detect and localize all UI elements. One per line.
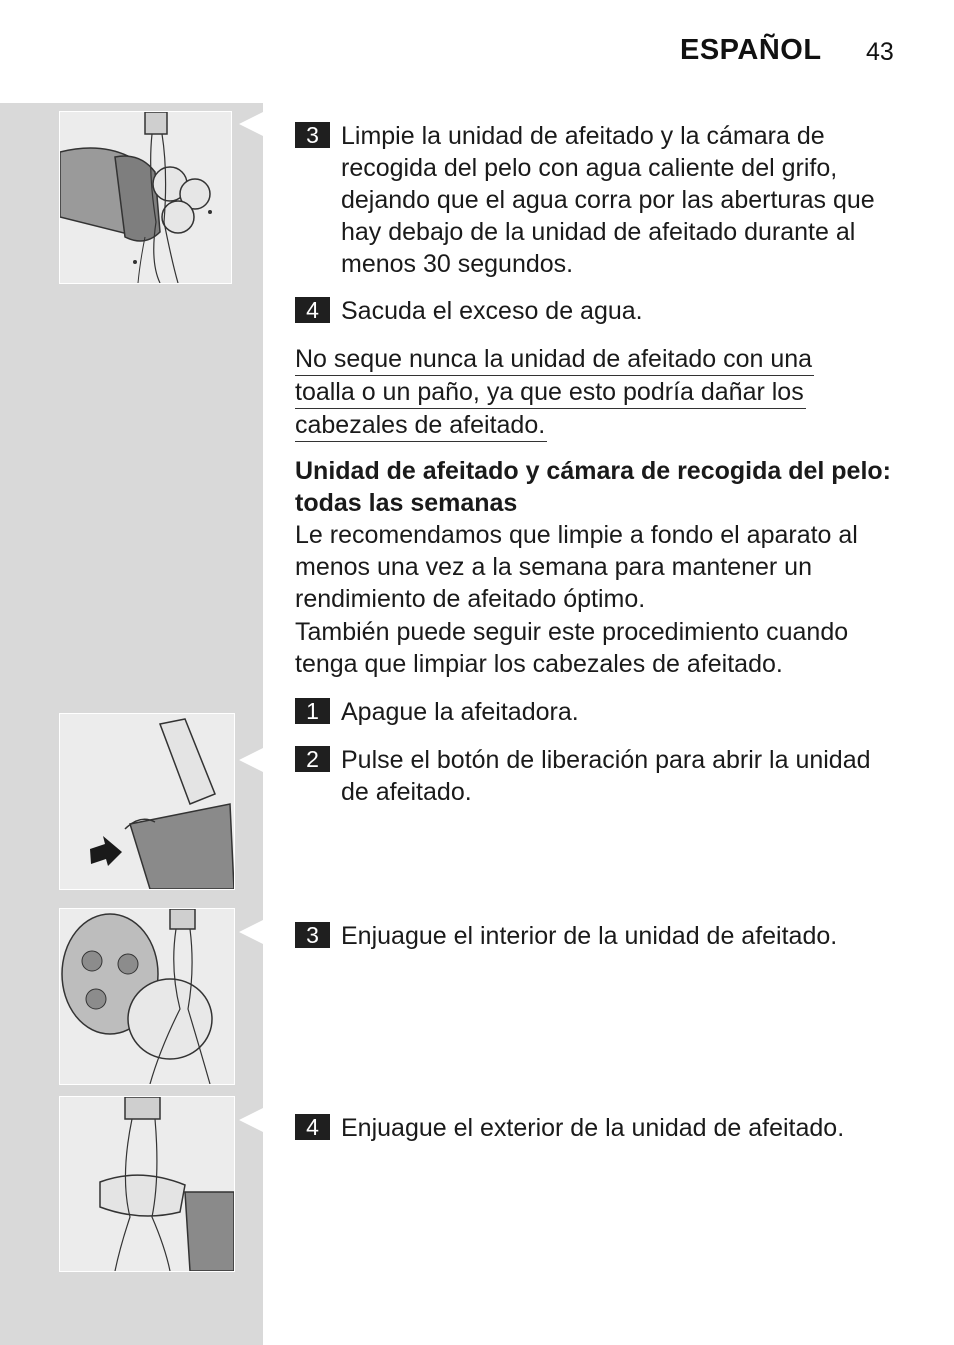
step-text: Enjuague el interior de la unidad de afeitado. [341, 922, 838, 950]
step-number-badge: 4 [295, 1114, 330, 1140]
step-number-badge: 3 [295, 922, 330, 948]
step-number-badge: 2 [295, 746, 330, 772]
step-number-badge: 4 [295, 297, 330, 323]
warning-line: toalla o un paño, ya que esto podría dañar los [295, 376, 806, 409]
step-rinse-inside [295, 920, 875, 952]
step-text: Apague la afeitadora. [341, 698, 579, 726]
figure-pointer [239, 112, 263, 136]
illustration-open-shaving-unit [59, 713, 235, 890]
figure-pointer [239, 1108, 263, 1132]
step-text: Sacuda el exceso de agua. [341, 297, 643, 325]
step-switch-off [295, 696, 875, 728]
illustration-rinse-shaving-unit [59, 111, 232, 284]
step-rinse-unit [295, 120, 875, 280]
intro-paragraph-2: También puede seguir este procedimiento cuando tenga que limpiar los cabezales de afeitado. [295, 618, 849, 678]
page-number: 43 [866, 38, 894, 66]
step-number-badge: 3 [295, 122, 330, 148]
step-text: Enjuague el exterior de la unidad de afeitado. [341, 1114, 845, 1142]
step-shake-water [295, 295, 875, 327]
figure-pointer [239, 920, 263, 944]
illustration-rinse-outside [59, 1096, 235, 1272]
step-rinse-outside [295, 1112, 875, 1144]
intro-paragraph: Le recomendamos que limpie a fondo el aparato al menos una vez a la semana para mantener un rendimiento de afeitado óptimo. [295, 521, 858, 613]
warning-note [295, 343, 895, 442]
step-press-release [295, 744, 875, 808]
step-text: Limpie la unidad de afeitado y la cámara de recogida del pelo con agua caliente del grifo, dejando que el agua corra por las aberturas que hay debajo de la unidad de afeitado durante al menos 30 segundos. [341, 122, 875, 278]
figure-pointer [239, 748, 263, 772]
step-number-badge: 1 [295, 698, 330, 724]
step-text: Pulse el botón de liberación para abrir la unidad de afeitado. [341, 746, 871, 806]
section-heading: Unidad de afeitado y cámara de recogida del pelo: todas las semanas [295, 457, 891, 517]
warning-line: No seque nunca la unidad de afeitado con una [295, 343, 814, 376]
language-label: ESPAÑOL [680, 34, 822, 66]
illustration-rinse-inside [59, 908, 235, 1085]
warning-line: cabezales de afeitado. [295, 409, 547, 442]
